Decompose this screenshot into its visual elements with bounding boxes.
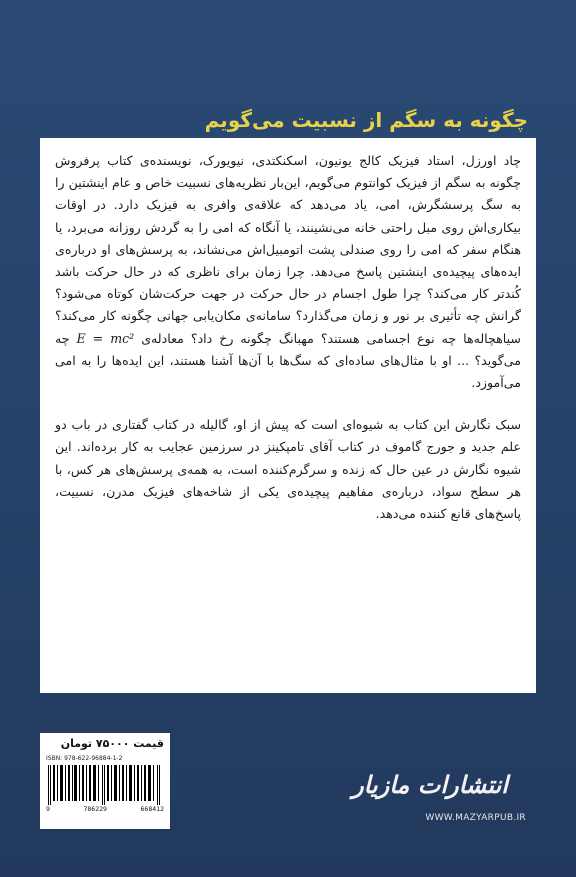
blurb-panel xyxy=(40,138,536,693)
blurb-paragraph-1-part-b: چه می‌گوید؟ ... او با مثال‌های ساده‌ای که سگ‌ها با آن‌ها آشنا هستند، این ایده‌ها را به امی می‌آموزد. xyxy=(55,330,521,391)
barcode-digit-group: 9 xyxy=(46,805,50,813)
barcode-icon xyxy=(46,765,164,805)
barcode-label xyxy=(40,733,170,829)
barcode-digit-group: 668412 xyxy=(140,805,164,813)
publisher-url: WWW.MAZYARPUB.IR xyxy=(425,813,526,823)
isbn-text: ISBN: 978-622-96884-1-2 xyxy=(46,755,123,762)
publisher-logo: انتشارات مازیار xyxy=(352,770,508,799)
formula-e-mc2: E = mc² xyxy=(76,330,135,346)
barcode-digits xyxy=(46,805,164,813)
blurb-paragraph-1-part-a: چاد اورزل، استاد فیزیک کالج یونیون، اسکنکتدی، نیویورک، نویسنده‌ی کتاب پرفروش چگونه به سگم از فیزیک کوانتوم می‌گویم، این‌بار نظریه‌های نسبیت خاص و عام اینشتین را به سگ پرسشگرش، امی، یاد می‌دهد که علاقه‌ی وافری به فیزیک دارد. در اوقات بیکاری‌اش روی مبل راحتی خانه می‌نشینند، یا آنگاه که امی را به گردش روزانه می‌برد، یا هنگام سفر که امی را روی صندلی پشت اتومبیل‌اش می‌نشاند، به پرسش‌های او درباره‌ی ایده‌های پیچیده‌ی اینشتین پاسخ می‌دهد. چرا زمان برای ناظری که در حال حرکت باشد کُندتر کار می‌کند؟ چرا طول اجسام در حال حرکت در جهت حرکت‌شان کوتاه می‌شود؟ گرانش چه تأثیری بر نور و زمان می‌گذارد؟ سامانه‌ی مکان‌یابی جهانی چگونه کار می‌کند؟ سیاهچاله‌ها چه نوع اجسامی هستند؟ مهبانگ چگونه رخ داد؟ معادله‌ی xyxy=(55,153,521,346)
barcode-digit-group: 786229 xyxy=(83,805,107,813)
blurb-paragraph-1 xyxy=(55,150,521,394)
blurb-paragraph-2: سبک نگارش این کتاب به شیوه‌ای است که پیش از او، گالیله در کتاب گفتاری در باب دو علم جدید و جورج گاموف در کتاب آقای تامپکینز در سرزمین عجایب به کار برده‌اند. این شیوه نگارش در عین حال که زنده و سرگرم‌کننده است، به همه‌ی پرسش‌های هر کس، با هر سطح سواد، درباره‌ی مفاهیم پیچیده‌ی یکی از شاخه‌های فیزیک مدرن، نسبیت، پاسخ‌های قانع کننده می‌دهد. xyxy=(55,417,521,522)
book-title-heading: چگونه به سگم از نسبیت می‌گویم xyxy=(204,108,528,132)
price-text: قیمت ۷۵۰۰۰ تومان xyxy=(60,737,164,750)
